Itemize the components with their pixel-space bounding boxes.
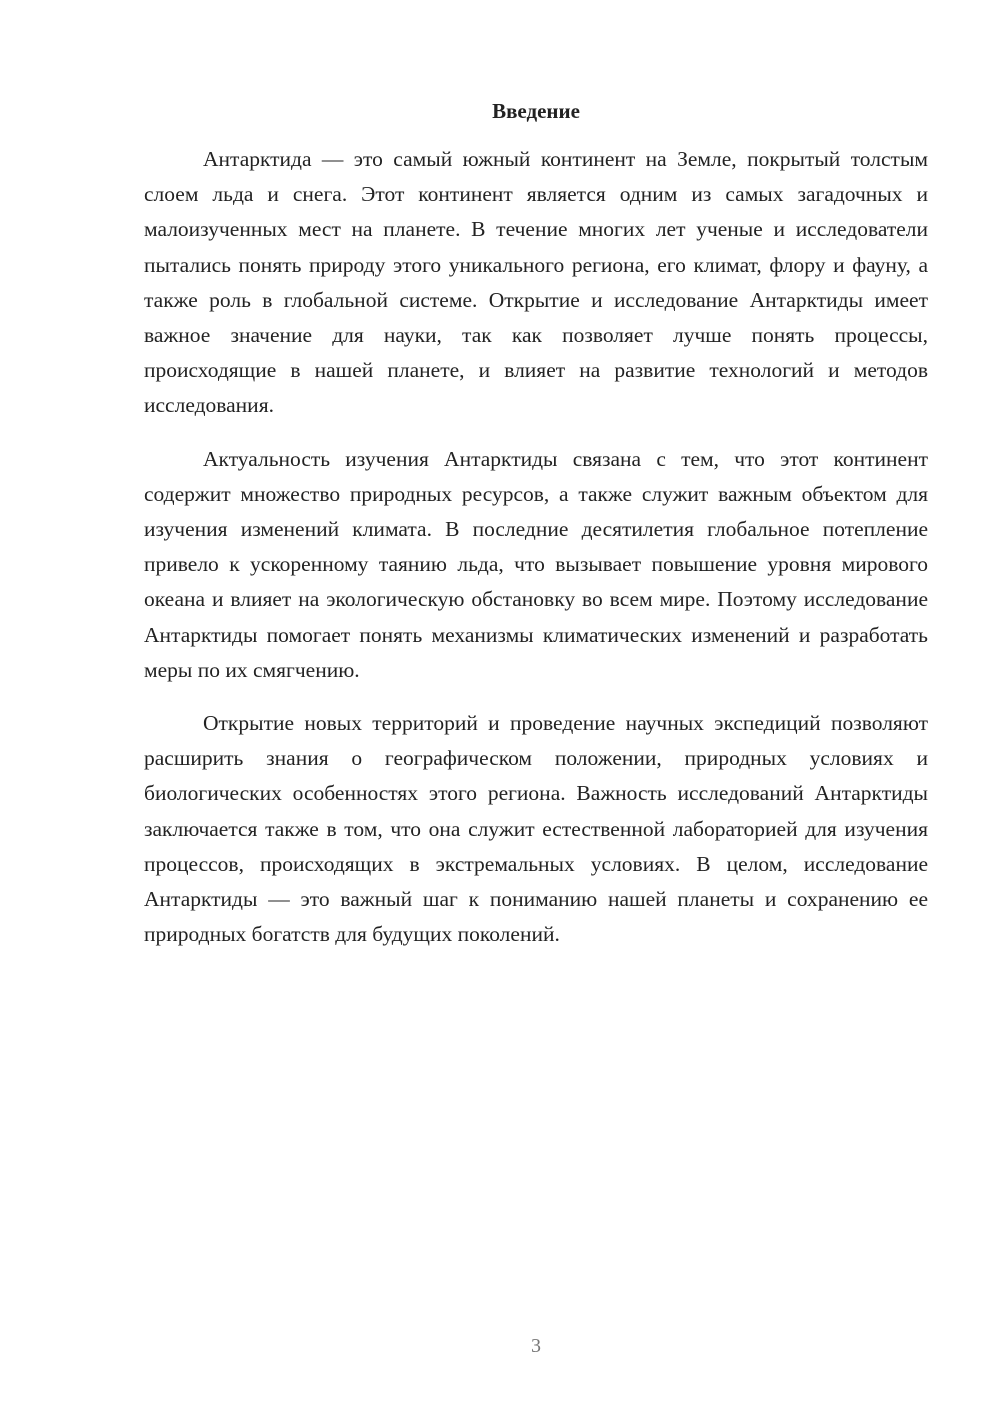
page-number: 3: [531, 1335, 541, 1357]
paragraph-2: Актуальность изучения Антарктиды связана с тем, что этот континент содержит множество природных ресурсов, а также служит важным объектом для изучения изменений климата. В последние десятилетия глобальное потепление привело к ускоренному таянию льда, что вызывает повышение уровня мирового океана и влияет на экологическую обстановку во всем мире. Поэтому исследование Антарктиды помогает понять механизмы климатических изменений и разработать меры по их смягчению.: [144, 446, 928, 682]
section-heading: Введение: [492, 99, 580, 123]
body-text: [144, 142, 928, 970]
paragraph-3: Открытие новых территорий и проведение научных экспедиций позволяют расширить знания о географическом положении, природных условиях и биологических особенностях этого региона. Важность исследований Антарктиды заключается также в том, что она служит естественной лабораторией для изучения процессов, происходящих в экстремальных условиях. В целом, исследование Антарктиды — это важный шаг к пониманию нашей планеты и сохранению ее природных богатств для будущих поколений.: [144, 711, 928, 947]
paragraph-1: Антарктида — это самый южный континент на Земле, покрытый толстым слоем льда и снега. Этот континент является одним из самых загадочных и малоизученных мест на планете. В течение многих лет ученые и исследователи пытались понять природу этого уникального региона, его климат, флору и фауну, а также роль в глобальной системе. Открытие и исследование Антарктиды имеет важное значение для науки, так как позволяет лучше понять процессы, происходящие в нашей планете, и влияет на развитие технологий и методов исследования.: [144, 147, 928, 418]
